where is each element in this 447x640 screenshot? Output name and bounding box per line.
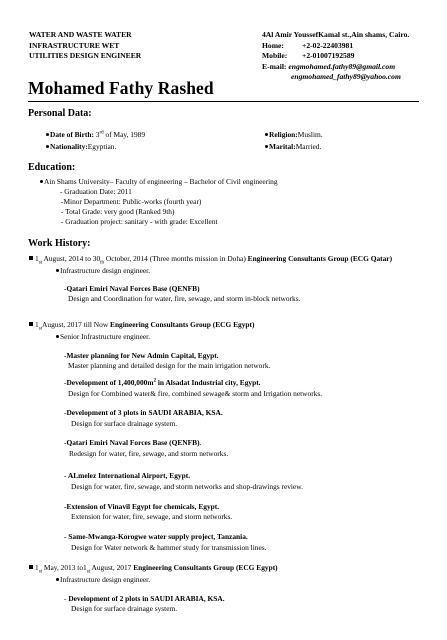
mobile-phone-label: Mobile:: [262, 51, 288, 60]
project-title: [64, 594, 225, 603]
project-title: [64, 438, 201, 447]
dob-row: [46, 130, 145, 139]
job-1-header: [29, 254, 393, 266]
project-description: Master planning and detailed design for the main irrigation network.: [68, 361, 271, 370]
email-yahoo[interactable]: engmohamed_fathy89@yahoo.com: [291, 72, 401, 81]
job-3-date-suffix: st: [86, 569, 91, 575]
religion-row: [265, 130, 323, 139]
mobile-phone-row: [262, 51, 409, 62]
job-1-date-suffix: st: [38, 260, 43, 266]
religion-value: Muslim.: [297, 130, 323, 139]
dob-day: 3: [95, 130, 100, 139]
email-label: E-mail:: [262, 61, 287, 71]
project-title: -Extension of Vinavil Egypt for chemicals, Egypt.: [64, 502, 220, 511]
project-title: - ALmelez International Airport, Egypt.: [64, 471, 191, 480]
bullet-square-icon: [29, 256, 33, 260]
job-3-date-suffix: st: [38, 569, 43, 575]
project-title-part: in Alsadat Industrial city, Egypt.: [156, 378, 261, 387]
bullet-icon: [46, 145, 49, 148]
marital-label: Marital:: [269, 142, 296, 151]
job-2-date: August, 2017 till Now: [42, 320, 111, 329]
section-title-work: Work History:: [28, 238, 91, 249]
project-description: Design for Combined water& fire, combined sewage& storm and Irrigation networks.: [68, 389, 323, 398]
bullet-icon: [56, 335, 59, 338]
project-title-part: Development of 2 plots in SAUDI ARABIA, KSA.: [68, 594, 225, 603]
bullet-square-icon: [29, 565, 33, 569]
job-1-date-end: October, 2014 (Three months mission in Doha): [104, 254, 248, 263]
project-title-part: -Qatari Emiri Naval Forces Base (QENFB): [64, 438, 200, 447]
bullet-icon: [40, 180, 43, 183]
religion-label: Religion:: [269, 130, 298, 139]
job-2-date-suffix: st: [38, 326, 43, 332]
header-title-line: INFRASTRUCTURE WET: [29, 40, 120, 50]
job-3-date: May, 2013 to1: [42, 563, 87, 572]
bullet-square-icon: [29, 322, 33, 326]
job-1-date: August, 2014 to 30: [42, 254, 101, 263]
project-title-part: -: [64, 408, 67, 417]
project-title-part: Development of 3 plots in SAUDI ARABIA, KSA.: [66, 408, 223, 417]
job-2-header: [29, 320, 255, 332]
header-title-line: UTILITIES DESIGN ENGINEER: [29, 51, 142, 60]
job-1-date-day: 1: [35, 254, 39, 263]
home-phone-label: Home:: [262, 40, 284, 50]
job-3-role: [56, 575, 150, 584]
job-2-role: [56, 332, 150, 341]
bullet-icon: [265, 145, 268, 148]
education-detail: - Graduation Date: 2011: [60, 187, 132, 196]
project-title-part: -Development of 1,400,000m: [64, 378, 154, 387]
project-description: Design and Coordination for water, fire, sewage, and storm in-block networks.: [68, 294, 301, 303]
university-text: Ain Shams University– Faculty of engineering – Bachelor of Civil engineering: [44, 177, 278, 186]
education-detail: - Total Grade: very good (Ranked 9th): [61, 207, 175, 216]
job-1-date-suffix: th: [100, 260, 105, 266]
contact-block: [262, 30, 409, 83]
job-2-date-day: 1: [35, 320, 39, 329]
job-3-role-text: Infrastructure design engineer.: [60, 575, 151, 584]
dob-label: Date of Birth:: [50, 130, 94, 139]
bullet-icon: [46, 133, 49, 136]
university-row: [40, 177, 278, 186]
marital-row: [265, 142, 321, 151]
header-title-line: WATER AND WASTE WATER: [29, 30, 132, 39]
project-title: [64, 408, 223, 417]
project-description: Design for surface drainage system.: [71, 419, 178, 428]
name-divider: [28, 101, 419, 102]
project-title-sup: 2: [153, 378, 156, 384]
project-description: Design for water, fire, sewage, and storm networks and shop-drawings review.: [71, 482, 303, 491]
nationality-label: Nationality:: [50, 142, 88, 151]
home-phone-value: +2-02-22403981: [302, 40, 354, 50]
education-detail: - Graduation project: sanitary - with grade: Excellent: [61, 217, 218, 226]
job-1-role-text: Infrastructure design engineer.: [60, 266, 151, 275]
project-description: Design for Water network & hammer study for transmission lines.: [71, 543, 267, 552]
email-gmail[interactable]: engmohamed.fathy89@gmail.com: [288, 61, 396, 71]
job-3-date-end: August, 2017: [90, 563, 134, 572]
job-1-company: Engineering Consultants Group (ECG Qatar): [247, 254, 393, 263]
dob-suffix: rd: [99, 130, 104, 136]
project-title: [64, 378, 261, 387]
marital-value: Married.: [295, 142, 322, 151]
job-3-date-day: 1: [35, 563, 39, 572]
section-title-education: Education:: [28, 162, 76, 173]
job-3-company: Engineering Consultants Group (ECG Egypt): [133, 563, 278, 572]
address: 4Al Amir YoussefKamal st.,Ain shams, Cairo.: [262, 30, 410, 39]
bullet-icon: [56, 578, 59, 581]
section-title-personal: Personal Data:: [28, 108, 92, 119]
project-title: - Same-Mwanga-Korogwe water supply project, Tanzania.: [64, 532, 248, 541]
candidate-name: Mohamed Fathy Rashed: [28, 78, 214, 98]
bullet-icon: [265, 133, 268, 136]
bullet-icon: [56, 269, 59, 272]
project-title-part: .: [199, 438, 202, 447]
project-description: Design for surface drainage system.: [71, 604, 178, 613]
header-title-block: [29, 30, 141, 62]
education-detail: -Minor Department: Public-works (fourth year): [61, 197, 202, 206]
job-3-header: [29, 563, 278, 575]
project-description: Extension for water, fire, sewage, and storm networks.: [71, 512, 233, 521]
home-phone-row: [262, 41, 409, 52]
email-row: [262, 62, 409, 73]
job-1-role: [56, 266, 150, 275]
job-2-role-text: Senior Infrastructure engineer.: [60, 332, 151, 341]
project-title: -Qatari Emiri Naval Forces Base (QENFB): [64, 284, 200, 293]
project-title: -Master planning for New Admin Capital, Egypt.: [64, 351, 219, 360]
project-title-part: -: [64, 594, 69, 603]
mobile-phone-value: +2-01007192589: [302, 51, 355, 60]
nationality-value: Egyptian.: [87, 142, 117, 151]
nationality-row: [46, 142, 116, 151]
dob-rest: of May, 1989: [103, 130, 146, 139]
email-row-2: [262, 72, 409, 83]
project-description: Redesign for water, fire, sewage, and storm networks.: [69, 449, 229, 458]
job-2-company: Engineering Consultants Group (ECG Egypt): [110, 320, 255, 329]
